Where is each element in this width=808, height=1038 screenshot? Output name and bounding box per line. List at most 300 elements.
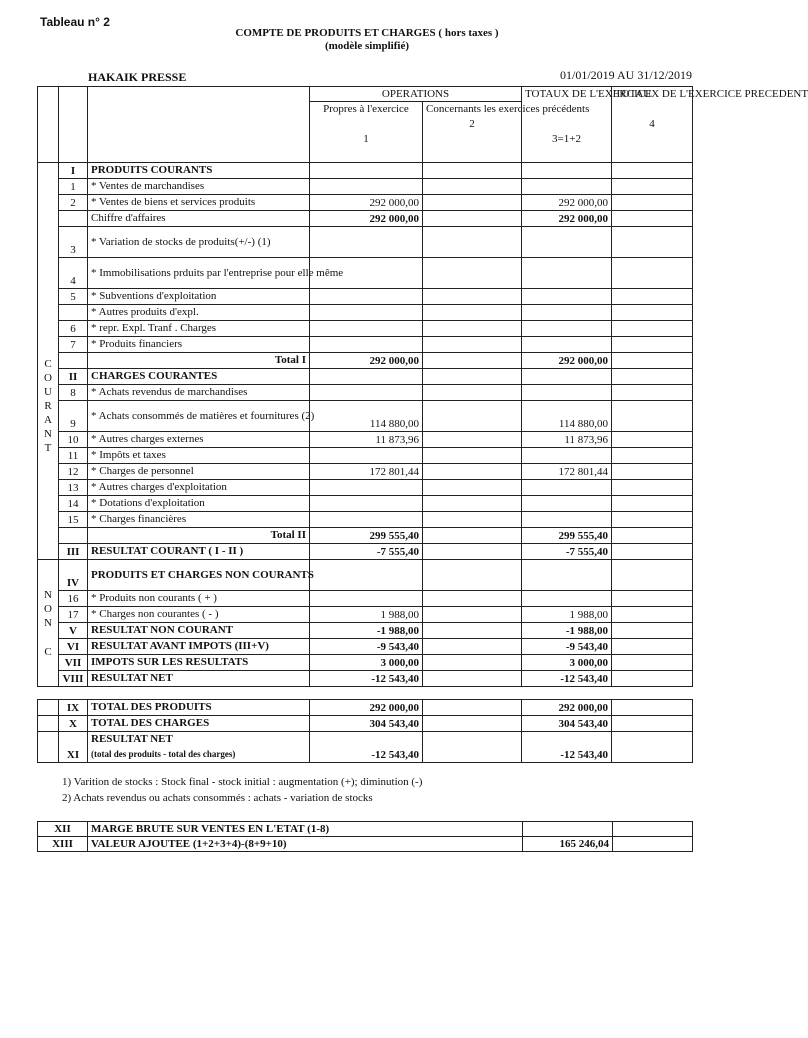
row-label-text: Chiffre d'affaires [91, 212, 166, 224]
value-c1: 299 555,40 [310, 528, 423, 544]
value-c1: 172 801,44 [310, 464, 423, 480]
value-c1: -7 555,40 [310, 544, 423, 560]
value-c2 [423, 369, 522, 385]
row-label-text: * Produits non courants ( + ) [91, 592, 217, 604]
value-c3 [522, 163, 612, 179]
value-c3: 114 880,00 [522, 401, 612, 432]
value-c4 [612, 480, 693, 496]
side-blank-cell [38, 716, 59, 732]
row-label [88, 732, 310, 763]
row-label [88, 607, 310, 623]
row-label [88, 258, 344, 289]
row-number: 5 [59, 289, 88, 305]
row-label-text: CHARGES COURANTES [91, 370, 218, 382]
propres-label: Propres à l'exercice [323, 103, 409, 115]
value-c3: 11 873,96 [522, 432, 612, 448]
propres-header [310, 102, 423, 163]
side-letter: U [44, 386, 52, 398]
value-c3 [522, 496, 612, 512]
header-row [38, 87, 693, 102]
table-row [38, 464, 693, 480]
value-c1: 3 000,00 [310, 655, 423, 671]
value-c4 [612, 369, 693, 385]
side-letter: T [44, 442, 52, 454]
row-label-text: * Ventes de marchandises [91, 180, 205, 192]
row-roman: IV [59, 560, 88, 591]
value-c2 [423, 512, 522, 528]
table-row [38, 528, 693, 544]
value-c1: -12 543,40 [310, 732, 423, 763]
value-c2 [423, 544, 522, 560]
table-row [38, 700, 693, 716]
table-row [38, 353, 693, 369]
value-c4 [612, 163, 693, 179]
value-c4 [612, 623, 693, 639]
row-label [88, 639, 310, 655]
value-c2 [423, 591, 522, 607]
value-c2 [423, 480, 522, 496]
row-label-text: * Achats consommés de matières et fournitures (2) [91, 409, 315, 422]
side-letter: C [44, 645, 52, 658]
totaux-precedent-num: 4 [649, 118, 655, 130]
row-number: 15 [59, 512, 88, 528]
value-c2 [423, 560, 522, 591]
table-row [38, 671, 693, 687]
concernants-label: Concernants les exercices précédents [426, 103, 590, 115]
value-c4 [613, 822, 693, 837]
row-roman: I [59, 163, 88, 179]
value-c3 [522, 560, 612, 591]
table-row [38, 544, 693, 560]
value-c3: -9 543,40 [522, 639, 612, 655]
value-c1: -1 988,00 [310, 623, 423, 639]
value-c3 [522, 305, 612, 321]
value-c4 [612, 305, 693, 321]
value-c2 [423, 305, 522, 321]
value-c1 [310, 480, 423, 496]
row-label-text: * Autres produits d'expl. [91, 306, 199, 318]
row-number: 6 [59, 321, 88, 337]
value-c4 [612, 258, 693, 289]
value-c4 [612, 385, 693, 401]
row-label [88, 401, 315, 432]
table-row [38, 837, 693, 852]
value-c3: 292 000,00 [522, 211, 612, 227]
table-row [38, 623, 693, 639]
value-c1: 1 988,00 [310, 607, 423, 623]
value-c2 [423, 289, 522, 305]
value-c4 [612, 227, 693, 258]
value-c2 [423, 337, 522, 353]
table-row [38, 179, 693, 195]
row-number: 12 [59, 464, 88, 480]
value-c1 [310, 385, 423, 401]
value-c3: 292 000,00 [522, 353, 612, 369]
value-c3 [522, 179, 612, 195]
value-c4 [612, 432, 693, 448]
totaux-exercice-label: TOTAUX DE L'EXERCICE [525, 88, 652, 100]
table-row [38, 560, 693, 591]
row-label-text: * Variation de stocks de produits(+/-) (1) [91, 235, 271, 248]
table-row [38, 385, 693, 401]
value-c2 [423, 655, 522, 671]
value-c4 [612, 639, 693, 655]
row-number [59, 305, 88, 321]
row-label-text: * Produits financiers [91, 338, 183, 350]
value-c4 [612, 700, 693, 716]
table-row [38, 512, 693, 528]
totaux-precedent-header [612, 87, 808, 163]
row-label [88, 211, 310, 227]
row-label-text: RESULTAT NON COURANT [91, 624, 234, 636]
value-c1: 292 000,00 [310, 195, 423, 211]
row-number: 4 [59, 258, 88, 289]
num-header-cell [59, 87, 88, 163]
row-number [59, 528, 88, 544]
value-c2 [423, 385, 522, 401]
row-roman: VI [59, 639, 88, 655]
value-c1: 292 000,00 [310, 353, 423, 369]
row-label [88, 623, 310, 639]
value-c3 [522, 512, 612, 528]
value-c1 [310, 369, 423, 385]
value-c3 [522, 227, 612, 258]
row-number: 2 [59, 195, 88, 211]
concernants-num: 2 [469, 118, 475, 130]
row-label: MARGE BRUTE SUR VENTES EN L'ETAT (1-8) [88, 822, 523, 837]
row-label [88, 512, 310, 528]
income-statement-table [37, 86, 808, 763]
row-number: 13 [59, 480, 88, 496]
row-roman: III [59, 544, 88, 560]
margin-table [37, 821, 693, 852]
row-number [59, 211, 88, 227]
document-title: COMPTE DE PRODUITS ET CHARGES ( hors taxes ) [235, 27, 499, 39]
row-label [88, 671, 310, 687]
value-c3: -12 543,40 [522, 732, 612, 763]
value-c1 [310, 560, 423, 591]
row-label-text: Total I [274, 354, 306, 366]
value-c1 [310, 337, 423, 353]
row-label-text: Total II [270, 529, 306, 541]
value-c2 [423, 163, 522, 179]
value-c2 [423, 496, 522, 512]
row-label [88, 560, 314, 591]
value-c4 [612, 544, 693, 560]
row-label-text: RESULTAT NET [91, 672, 173, 684]
row-label-text: RESULTAT NET [91, 733, 173, 745]
row-label [88, 496, 310, 512]
value-c3: 1 988,00 [522, 607, 612, 623]
row-roman: XI [59, 732, 88, 763]
row-label-text: * repr. Expl. Tranf . Charges [91, 322, 217, 334]
value-c1: 11 873,96 [310, 432, 423, 448]
row-label [88, 227, 310, 258]
row-label [88, 305, 310, 321]
value-c3 [522, 289, 612, 305]
table-row [38, 195, 693, 211]
row-label-text: RESULTAT COURANT ( I - II ) [91, 545, 244, 557]
side-letter: A [44, 414, 52, 426]
value-c1 [310, 227, 423, 258]
row-label [88, 337, 310, 353]
row-label-text: * Charges financières [91, 513, 187, 525]
row-roman: II [59, 369, 88, 385]
value-c1 [310, 305, 423, 321]
row-label [88, 179, 310, 195]
side-letter: R [44, 400, 52, 412]
row-label-text: * Autres charges d'exploitation [91, 481, 227, 493]
value-c3 [522, 448, 612, 464]
value-c2 [423, 448, 522, 464]
row-label-text: * Autres charges externes [91, 433, 204, 445]
table-row [38, 822, 693, 837]
value-c4 [612, 512, 693, 528]
row-label [88, 591, 310, 607]
row-number [59, 353, 88, 369]
value-c4 [612, 655, 693, 671]
row-label-text: * Immobilisations prduits par l'entreprise pour elle même [91, 266, 344, 279]
table-row [38, 607, 693, 623]
row-number: 3 [59, 227, 88, 258]
value-c3 [523, 822, 613, 837]
value-c3: 3 000,00 [522, 655, 612, 671]
value-c2 [423, 179, 522, 195]
table-row [38, 305, 693, 321]
value-c2 [423, 607, 522, 623]
value-c1 [310, 179, 423, 195]
row-roman: IX [59, 700, 88, 716]
value-c2 [423, 353, 522, 369]
value-c4 [612, 289, 693, 305]
row-roman: X [59, 716, 88, 732]
row-label [88, 163, 310, 179]
row-label [88, 289, 310, 305]
row-roman: V [59, 623, 88, 639]
row-label-text: * Achats revendus de marchandises [91, 386, 248, 398]
table-row [38, 258, 693, 289]
value-c3 [522, 591, 612, 607]
row-number: 9 [59, 401, 88, 432]
row-label-sub: (total des produits - total des charges) [91, 749, 236, 759]
value-c3: 304 543,40 [522, 716, 612, 732]
value-c2 [423, 732, 522, 763]
row-label [88, 700, 310, 716]
row-label [88, 385, 310, 401]
totaux-exercice-header [522, 87, 652, 163]
side-letter: O [44, 602, 52, 615]
value-c2 [423, 401, 522, 432]
document-subtitle: (modèle simplifié) [324, 40, 409, 52]
value-c2 [423, 700, 522, 716]
side-letter: O [44, 372, 52, 384]
row-label-text: PRODUITS COURANTS [91, 164, 213, 176]
side-letter: N [44, 428, 52, 440]
value-c2 [423, 528, 522, 544]
row-number: 16 [59, 591, 88, 607]
value-c4 [612, 448, 693, 464]
value-c3 [522, 321, 612, 337]
side-blank-cell [38, 732, 59, 763]
value-c3: -7 555,40 [522, 544, 612, 560]
row-label-text: PRODUITS ET CHARGES NON COURANTS [91, 568, 314, 581]
spacer-cell [38, 687, 693, 700]
table-row [38, 448, 693, 464]
row-label-text: * Dotations d'exploitation [91, 497, 205, 509]
value-c1 [310, 496, 423, 512]
value-c3: -1 988,00 [522, 623, 612, 639]
table-row [38, 639, 693, 655]
value-c2 [423, 432, 522, 448]
table-row [38, 321, 693, 337]
value-c1: 304 543,40 [310, 716, 423, 732]
value-c2 [423, 639, 522, 655]
fiscal-period: 01/01/2019 AU 31/12/2019 [559, 68, 692, 82]
side-letter: C [44, 358, 52, 370]
row-number: 14 [59, 496, 88, 512]
value-c3 [522, 480, 612, 496]
row-label [88, 716, 310, 732]
value-c4 [612, 560, 693, 591]
row-label [88, 369, 310, 385]
table-row [38, 337, 693, 353]
value-c2 [423, 671, 522, 687]
table-row [38, 716, 693, 732]
value-c2 [423, 195, 522, 211]
value-c4 [612, 591, 693, 607]
value-c1 [310, 321, 423, 337]
value-c1 [310, 591, 423, 607]
row-label-text: * Subventions d'exploitation [91, 290, 217, 302]
table-row [38, 432, 693, 448]
row-number: 17 [59, 607, 88, 623]
value-c3: 172 801,44 [522, 464, 612, 480]
value-c1: 114 880,00 [310, 401, 423, 432]
footnote-1: 1) Varition de stocks : Stock final - stock initial : augmentation (+); diminution (-) [62, 776, 423, 788]
table-row [38, 211, 693, 227]
row-label-text: * Charges de personnel [91, 465, 194, 477]
row-roman: XIII [38, 837, 88, 852]
tableau-number: Tableau n° 2 [40, 15, 110, 29]
row-label [88, 321, 310, 337]
value-c4 [612, 211, 693, 227]
value-c1: 292 000,00 [310, 211, 423, 227]
row-label [88, 528, 310, 544]
table-row [38, 369, 693, 385]
row-number: 11 [59, 448, 88, 464]
value-c4 [612, 464, 693, 480]
value-c3: 292 000,00 [522, 195, 612, 211]
row-label: VALEUR AJOUTEE (1+2+3+4)-(8+9+10) [88, 837, 523, 852]
side-blank-cell [38, 700, 59, 716]
row-label [88, 432, 310, 448]
value-c4 [612, 671, 693, 687]
row-number: 8 [59, 385, 88, 401]
totaux-exercice-num: 3=1+2 [552, 133, 581, 145]
value-c4 [612, 195, 693, 211]
label-header-cell [88, 87, 310, 163]
value-c3 [522, 258, 612, 289]
row-label [88, 448, 310, 464]
row-label-text: IMPOTS SUR LES RESULTATS [91, 656, 249, 668]
row-label [88, 544, 310, 560]
footnote-2: 2) Achats revendus ou achats consommés : achats - variation de stocks [62, 792, 373, 804]
propres-num: 1 [363, 133, 369, 145]
row-number: 1 [59, 179, 88, 195]
table-row [38, 289, 693, 305]
table-row [38, 655, 693, 671]
side-label-courant [38, 163, 59, 560]
value-c3 [522, 369, 612, 385]
value-c2 [423, 321, 522, 337]
row-number: 10 [59, 432, 88, 448]
value-c1 [310, 448, 423, 464]
row-label-text: * Ventes de biens et services produits [91, 196, 256, 208]
value-c4 [612, 321, 693, 337]
value-c3 [522, 337, 612, 353]
value-c4 [612, 716, 693, 732]
value-c4 [612, 496, 693, 512]
value-c4 [612, 179, 693, 195]
value-c4 [612, 337, 693, 353]
totaux-precedent-label: TOTAUX DE L'EXERCICE PRECEDENT [615, 88, 808, 100]
row-label-text: TOTAL DES PRODUITS [91, 701, 212, 713]
side-label-non_courant [38, 560, 59, 687]
table-row [38, 401, 693, 432]
value-c3: 165 246,04 [523, 837, 613, 852]
value-c3: -12 543,40 [522, 671, 612, 687]
row-number: 7 [59, 337, 88, 353]
row-label-text: TOTAL DES CHARGES [91, 717, 210, 729]
row-label [88, 480, 310, 496]
value-c4 [612, 607, 693, 623]
value-c2 [423, 623, 522, 639]
value-c2 [423, 227, 522, 258]
table-row [38, 591, 693, 607]
row-roman: VII [59, 655, 88, 671]
row-label-text: RESULTAT AVANT IMPOTS (III+V) [91, 640, 269, 652]
row-roman: VIII [59, 671, 88, 687]
table-row [38, 163, 693, 179]
row-label [88, 195, 310, 211]
side-letter: N [44, 588, 52, 601]
row-label-text: * Charges non courantes ( - ) [91, 608, 219, 620]
row-roman: XII [38, 822, 88, 837]
value-c1 [310, 289, 423, 305]
table-row [38, 732, 693, 763]
side-letter: N [44, 616, 52, 629]
table-row [38, 480, 693, 496]
row-label [88, 353, 310, 369]
value-c3: 292 000,00 [522, 700, 612, 716]
value-c1: -9 543,40 [310, 639, 423, 655]
table-row [38, 496, 693, 512]
value-c3: 299 555,40 [522, 528, 612, 544]
row-label [88, 655, 310, 671]
value-c2 [423, 258, 522, 289]
value-c1: 292 000,00 [310, 700, 423, 716]
value-c1: -12 543,40 [310, 671, 423, 687]
value-c2 [423, 464, 522, 480]
spacer-row [38, 687, 693, 700]
value-c1 [310, 163, 423, 179]
value-c1 [310, 512, 423, 528]
value-c2 [423, 211, 522, 227]
value-c4 [612, 353, 693, 369]
table-row [38, 227, 693, 258]
value-c4 [612, 401, 693, 432]
company-name: HAKAIK PRESSE [88, 70, 187, 84]
